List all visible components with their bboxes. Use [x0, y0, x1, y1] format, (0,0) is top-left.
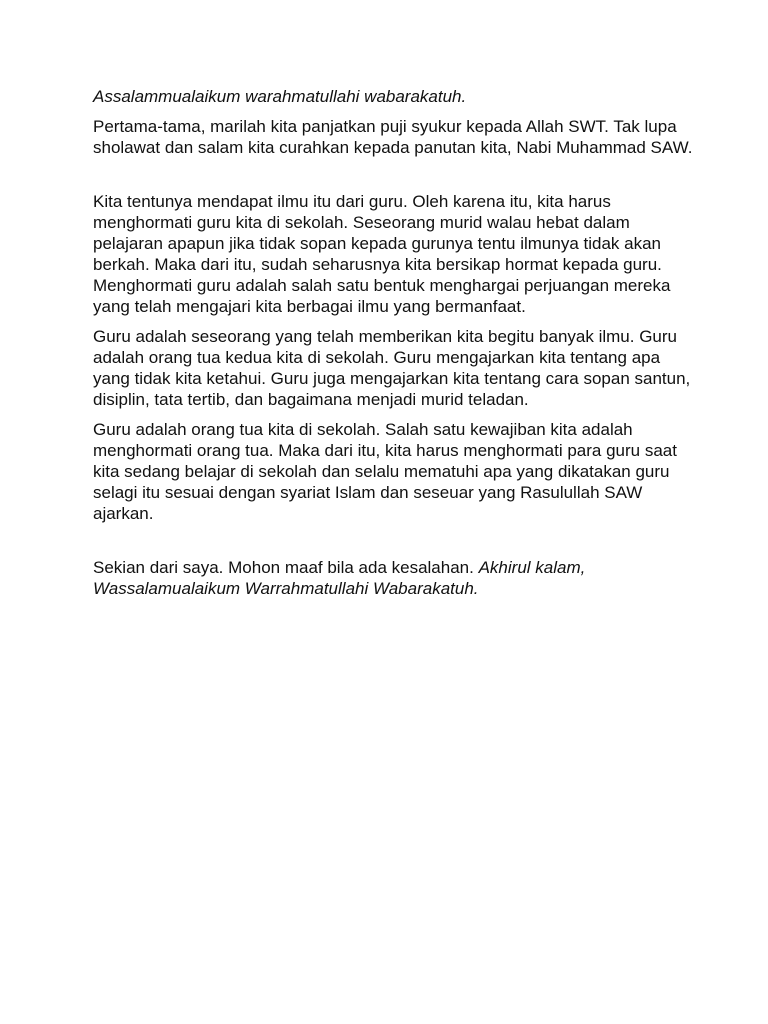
greeting-line: Assalammualaikum warahmatullahi wabarakatuh.	[93, 87, 467, 106]
spacer	[93, 179, 693, 191]
body-paragraph: Kita tentunya mendapat ilmu itu dari guru. Oleh karena itu, kita harus menghormati guru kita di sekolah. Seseorang murid walau hebat dalam pelajaran apapun jika tidak sopan kepada gurunya tentu ilmunya tidak akan berkah. Maka dari itu, sudah seharusnya kita bersikap hormat kepada guru. Menghormati guru adalah salah satu bentuk menghargai perjuangan mereka yang telah mengajari kita berbagai ilmu yang bermanfaat.	[93, 192, 671, 316]
body-paragraph: Guru adalah seseorang yang telah memberikan kita begitu banyak ilmu. Guru adalah orang tua kedua kita di sekolah. Guru mengajarkan kita tentang apa yang tidak kita ketahui. Guru juga mengajarkan kita tentang cara sopan santun, disiplin, tata tertib, dan bagaimana menjadi murid teladan.	[93, 327, 691, 409]
closing-text: Sekian dari saya. Mohon maaf bila ada kesalahan.	[93, 558, 474, 577]
closing-salutation: Wassalamualaikum Warrahmatullahi Wabarakatuh.	[93, 579, 479, 598]
body-paragraph: Guru adalah orang tua kita di sekolah. Salah satu kewajiban kita adalah menghormati orang tua. Maka dari itu, kita harus menghormati para guru saat kita sedang belajar di sekolah dan selalu mematuhi apa yang dikatakan guru selagi itu sesuai dengan syariat Islam dan seseuar yang Rasulullah SAW ajarkan.	[93, 420, 677, 523]
spacer	[93, 533, 693, 557]
closing-paragraph	[93, 557, 693, 599]
closing-italic-phrase: Akhirul kalam,	[478, 558, 586, 577]
document-body	[93, 86, 693, 599]
intro-paragraph: Pertama-tama, marilah kita panjatkan puji syukur kepada Allah SWT. Tak lupa sholawat dan salam kita curahkan kepada panutan kita, Nabi Muhammad SAW.	[93, 117, 693, 157]
